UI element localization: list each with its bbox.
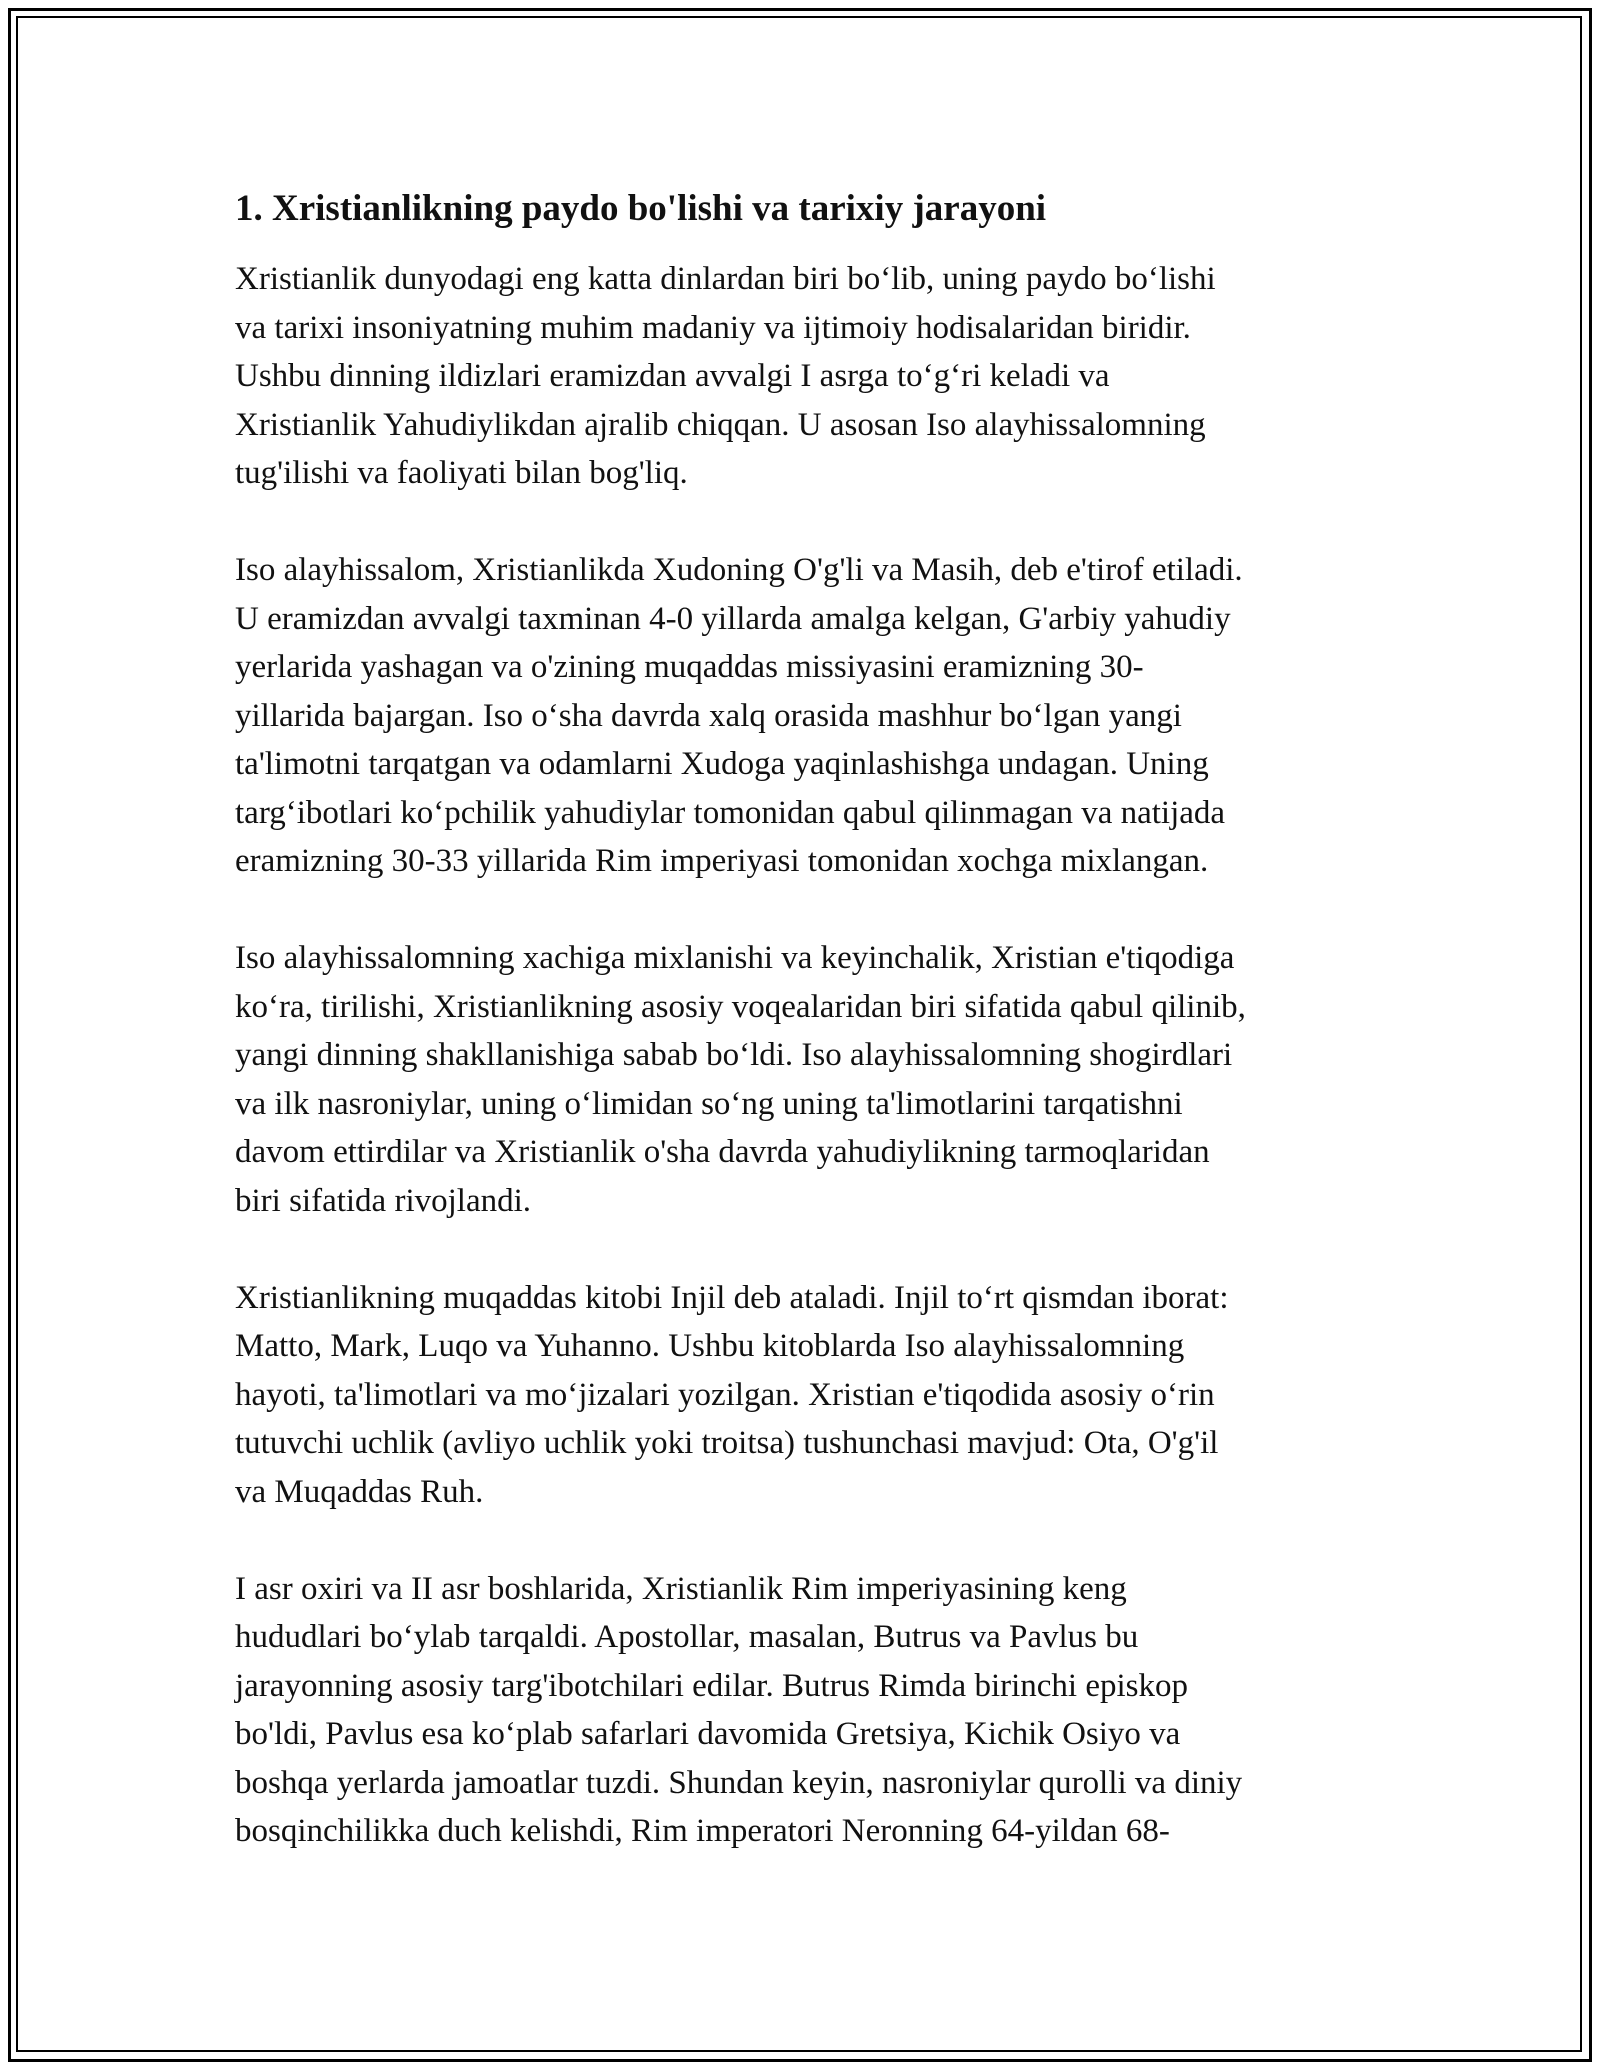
text-line: tutuvchi uchlik (avliyo uchlik yoki troitsa) tushunchasi mavjud: Ota, O'g'il <box>235 1425 1219 1461</box>
text-line: Matto, Mark, Luqo va Yuhanno. Ushbu kitoblarda Iso alayhissalomning <box>235 1328 1185 1364</box>
text-line: jarayonning asosiy targ'ibotchilari edilar. Butrus Rimda birinchi episkop <box>235 1667 1189 1704</box>
text-line: I asr oxiri va II asr boshlarida, Xristianlik Rim imperiyasining keng <box>235 1570 1127 1607</box>
text-line: ko‘ra, tirilishi, Xristianlikning asosiy voqealaridan biri sifatida qabul qilinib, <box>235 988 1246 1025</box>
section-heading: 1. Xristianlikning paydo bo'lishi va tarixiy jarayoni <box>235 188 1047 229</box>
text-line: Xristianlik dunyodagi eng katta dinlardan biri bo‘lib, uning paydo bo‘lishi <box>235 261 1216 297</box>
text-line: yillarida bajargan. Iso o‘sha davrda xalq orasida mashhur bo‘lgan yangi <box>235 697 1182 734</box>
text-line: hayoti, ta'limotlari va mo‘jizalari yozilgan. Xristian e'tiqodida asosiy o‘rin <box>235 1376 1215 1413</box>
text-line: biri sifatida rivojlandi. <box>235 1182 532 1219</box>
text-line: Iso alayhissalom, Xristianlikda Xudoning O'g'li va Masih, deb e'tirof etiladi. <box>235 552 1243 588</box>
text-line: hududlari bo‘ylab tarqaldi. Apostollar, masalan, Butrus va Pavlus bu <box>235 1619 1139 1655</box>
text-line: bo'ldi, Pavlus esa ko‘plab safarlari davomida Gretsiya, Kichik Osiyo va <box>235 1716 1181 1752</box>
paragraph-2 <box>235 546 1365 886</box>
paragraph-3 <box>235 934 1365 1225</box>
text-line: U eramizdan avvalgi taxminan 4-0 yillarda amalga kelgan, G'arbiy yahudiy <box>235 600 1231 637</box>
text-line: ta'limotni tarqatgan va odamlarni Xudoga yaqinlashishga undagan. Uning <box>235 746 1209 782</box>
text-line: targ‘ibotlari ko‘pchilik yahudiylar tomonidan qabul qilinmagan va natijada <box>235 794 1226 831</box>
document-body <box>235 185 1365 1904</box>
text-line: Xristianlik Yahudiylikdan ajralib chiqqan. U asosan Iso alayhissalomning <box>235 406 1206 443</box>
text-line: bosqinchilikka duch kelishdi, Rim imperatori Neronning 64-yildan 68- <box>235 1813 1170 1849</box>
paragraph-5 <box>235 1565 1365 1856</box>
paragraph-1 <box>235 255 1365 498</box>
text-line: boshqa yerlarda jamoatlar tuzdi. Shundan keyin, nasroniylar qurolli va diniy <box>235 1764 1243 1801</box>
text-line: yerlarida yashagan va o'zining muqaddas missiyasini eramizning 30- <box>235 649 1144 685</box>
text-line: davom ettirdilar va Xristianlik o'sha davrda yahudiylikning tarmoqlaridan <box>235 1134 1210 1170</box>
text-line: va ilk nasroniylar, uning o‘limidan so‘ng uning ta'limotlarini tarqatishni <box>235 1085 1183 1122</box>
paragraph-4 <box>235 1274 1365 1517</box>
text-line: tug'ilishi va faoliyati bilan bog'liq. <box>235 455 688 491</box>
text-line: yangi dinning shakllanishiga sabab bo‘ldi. Iso alayhissalomning shogirdlari <box>235 1037 1233 1073</box>
text-line: va Muqaddas Ruh. <box>235 1473 484 1510</box>
text-line: Xristianlikning muqaddas kitobi Injil deb ataladi. Injil to‘rt qismdan iborat: <box>235 1279 1229 1316</box>
text-line: eramizning 30-33 yillarida Rim imperiyasi tomonidan xochga mixlangan. <box>235 843 1209 879</box>
text-line: Iso alayhissalomning xachiga mixlanishi va keyinchalik, Xristian e'tiqodiga <box>235 940 1235 976</box>
text-line: va tarixi insoniyatning muhim madaniy va ijtimoiy hodisalaridan biridir. <box>235 309 1191 346</box>
text-line: Ushbu dinning ildizlari eramizdan avvalgi I asrga to‘g‘ri keladi va <box>235 358 1110 394</box>
